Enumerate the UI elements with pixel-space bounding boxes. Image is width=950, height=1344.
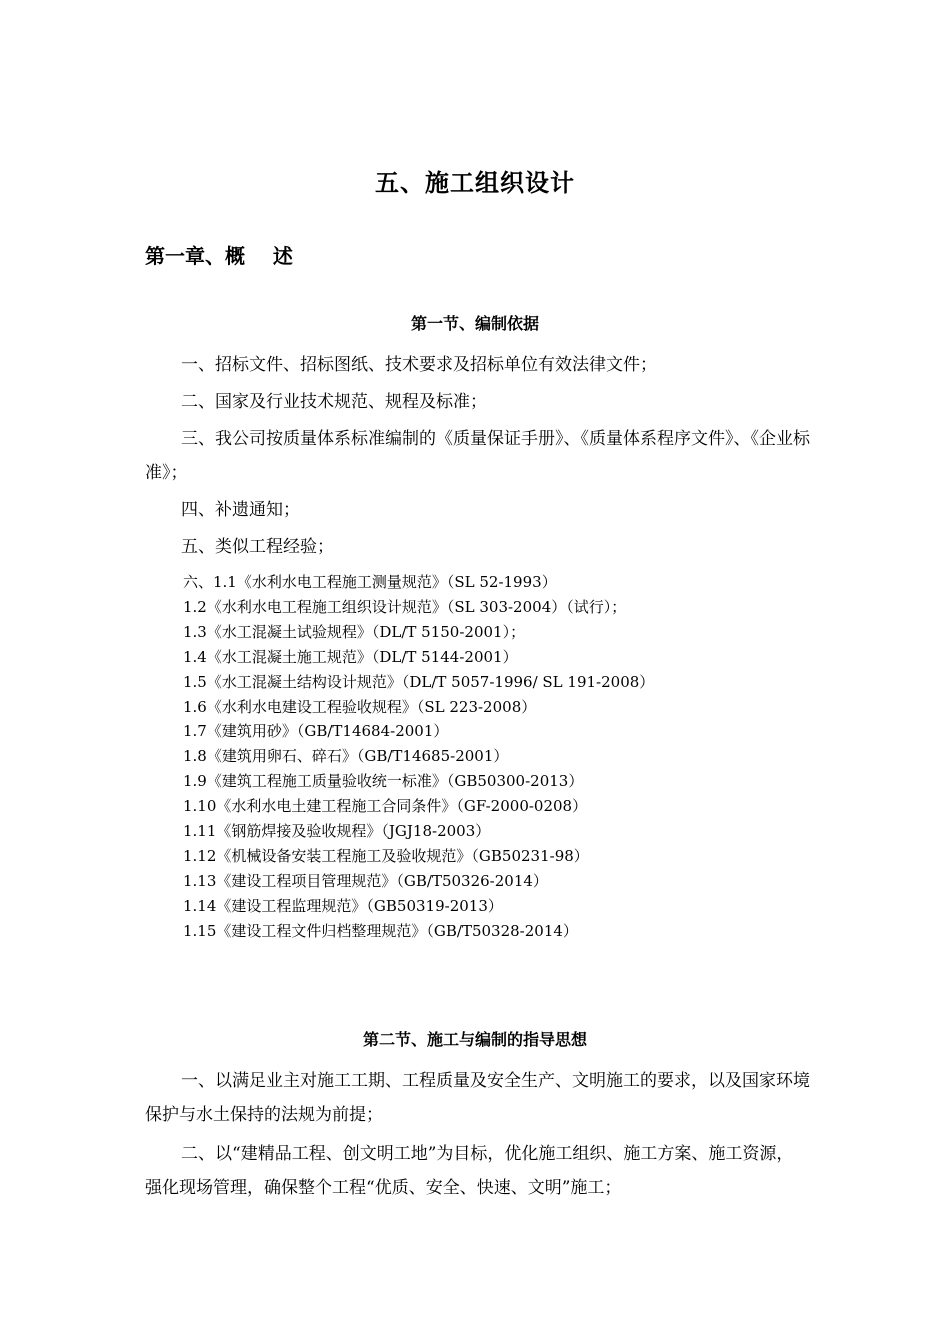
standard-item: 1.6《水利水电建设工程验收规程》（SL 223-2008） <box>183 697 537 716</box>
standard-item: 1.15《建设工程文件归档整理规范》（GB/T50328-2014） <box>183 921 578 940</box>
standard-item: 六、1.1《水利水电工程施工测量规范》（SL 52-1993） <box>183 573 557 591</box>
basis-item: 一、招标文件、招标图纸、技术要求及招标单位有效法律文件； <box>181 355 657 375</box>
basis-item: 二、国家及行业技术规范、规程及标准； <box>181 392 487 412</box>
standards-list <box>183 570 654 944</box>
standard-item: 1.11《钢筋焊接及验收规程》（JGJ18-2003） <box>183 822 491 841</box>
standard-item: 1.5《水工混凝土结构设计规范》（DL/T 5057-1996/ SL 191-2008） <box>183 672 655 691</box>
basis-item: 五、类似工程经验； <box>181 537 334 557</box>
standard-item: 1.9《建筑工程施工质量验收统一标准》（GB50300-2013） <box>183 772 584 791</box>
basis-item: 四、补遗通知； <box>181 500 300 520</box>
section-heading-guiding-principles: 第二节、施工与编制的指导思想 <box>362 1030 587 1049</box>
standard-item: 1.13《建设工程项目管理规范》（GB/T50326-2014） <box>183 871 548 890</box>
standard-item: 1.12《机械设备安装工程施工及验收规范》（GB50231-98） <box>183 846 589 865</box>
principle-item: 一、以满足业主对施工工期、工程质量及安全生产、文明施工的要求，以及国家环境保护与水土保持的法规为前提； <box>145 1071 810 1125</box>
basis-item: 三、我公司按质量体系标准编制的《质量保证手册》、《质量体系程序文件》、《企业标准》； <box>145 429 810 483</box>
chapter-heading: 第一章、概 述 <box>145 244 293 268</box>
standard-item: 1.14《建设工程监理规范》（GB50319-2013） <box>183 896 503 915</box>
standard-item: 1.7《建筑用砂》（GB/T14684-2001） <box>183 722 449 741</box>
standard-item: 1.10《水利水电土建工程施工合同条件》（GF-2000-0208） <box>183 797 588 816</box>
section-heading-basis: 第一节、编制依据 <box>410 314 539 333</box>
standard-item: 1.2《水利水电工程施工组织设计规范》（SL 303-2004）（试行）； <box>183 597 627 616</box>
standard-item: 1.4《水工混凝土施工规范》（DL/T 5144-2001） <box>183 647 518 666</box>
principle-item: 二、以“建精品工程、创文明工地”为目标，优化施工组织、施工方案、施工资源，强化现场管理，确保整个工程“优质、安全、快速、文明”施工； <box>145 1144 794 1198</box>
standard-item: 1.8《建筑用卵石、碎石》（GB/T14685-2001） <box>183 747 509 766</box>
document-title: 五、施工组织设计 <box>375 169 575 197</box>
standard-item: 1.3《水工混凝土试验规程》（DL/T 5150-2001）； <box>183 622 526 641</box>
